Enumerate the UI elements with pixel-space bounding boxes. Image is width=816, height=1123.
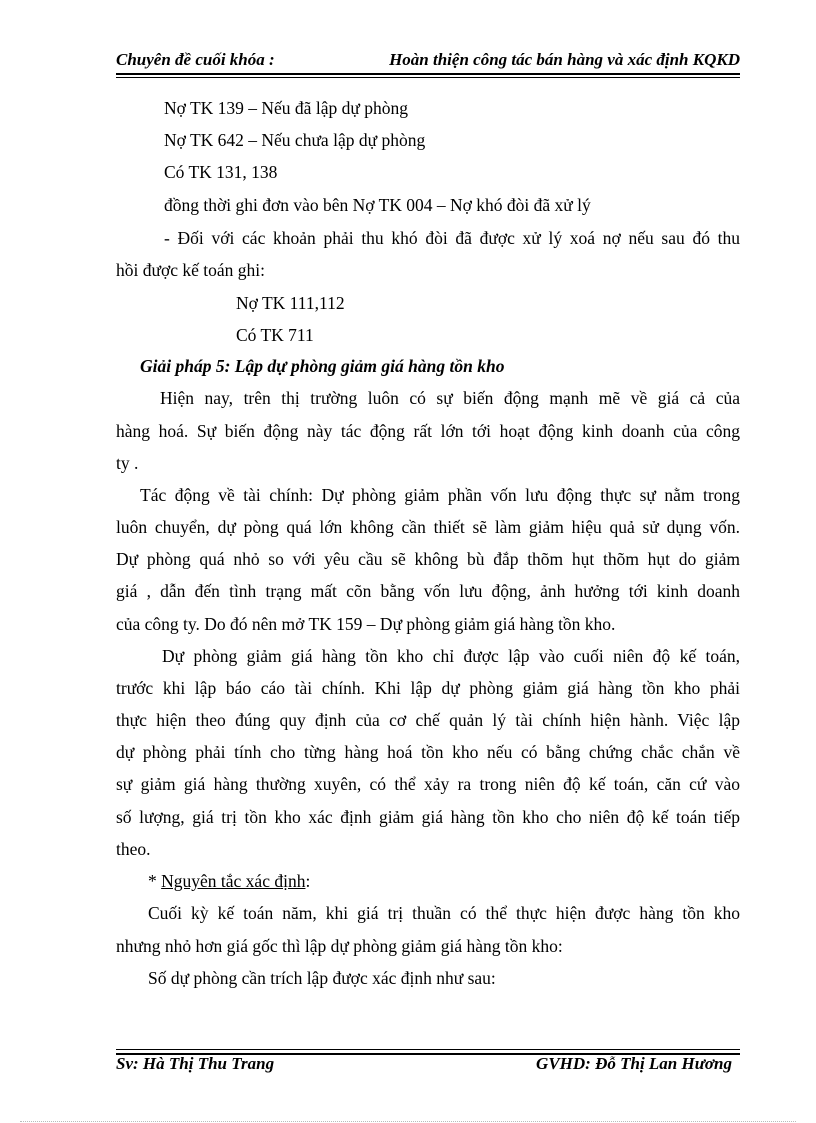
para3-line3: thực hiện theo đúng quy định của cơ chế quản lý tài chính hiện hành. Việc lập [116, 710, 740, 730]
principle-prefix: * [148, 871, 162, 891]
para3-line7: theo. [116, 839, 151, 859]
principle-suffix: : [305, 871, 311, 891]
para2-line5: của công ty. Do đó nên mở TK 159 – Dự phòng giảm giá hàng tồn kho. [116, 614, 616, 634]
para2-line2: luôn chuyển, dự pòng quá lớn không cần thiết sẽ làm giảm hiệu quả sử dụng vốn. [116, 517, 740, 537]
footer-supervisor: GVHD: Đỗ Thị Lan Hương [536, 1054, 732, 1073]
para1-line1: Hiện nay, trên thị trường luôn có sự biến động mạnh mẽ về giá cả của [160, 388, 740, 408]
page-header [116, 50, 740, 72]
entry-debit-139: Nợ TK 139 – Nếu đã lập dự phòng [164, 98, 408, 118]
para4-line1: Cuối kỳ kế toán năm, khi giá trị thuần có thể thực hiện được hàng tồn kho [148, 903, 740, 923]
section-heading: Giải pháp 5: Lập dự phòng giảm giá hàng tồn kho [140, 356, 505, 376]
para2-line3: Dự phòng quá nhỏ so với yêu cầu sẽ không bù đắp thõm hụt thõm hụt do giảm [116, 549, 740, 569]
principle-label: Nguyên tắc xác định [161, 871, 306, 891]
para2-line1: Tác động về tài chính: Dự phòng giảm phần vốn lưu động thực sự nằm trong [140, 485, 740, 505]
entry-credit-711: Có TK 711 [236, 325, 314, 345]
para2-line4: giá , dẫn đến tình trạng mất cõn bằng vốn lưu động, ảnh hưởng tới kinh doanh [116, 581, 740, 601]
header-rule-thin [116, 77, 740, 78]
entry-credit-131: Có TK 131, 138 [164, 162, 278, 182]
header-right: Hoàn thiện công tác bán hàng và xác định KQKD [389, 50, 740, 69]
principle-heading [148, 870, 310, 892]
page-footer [116, 1054, 740, 1076]
entry-debit-642: Nợ TK 642 – Nếu chưa lập dự phòng [164, 130, 426, 150]
page-edge-dotted [20, 1121, 796, 1122]
footer-rule-thin [116, 1049, 740, 1050]
para1-line2: hàng hoá. Sự biến động này tác động rất lớn tới hoạt động kinh doanh của công [116, 421, 740, 441]
para3-line6: số lượng, giá trị tồn kho xác định giảm giá hàng tồn kho cho niên độ kế toán tiếp [116, 807, 740, 827]
para3-line4: dự phòng phải tính cho từng hàng hoá tồn kho nếu có bằng chứng chắc chắn về [116, 742, 740, 762]
para3-line2: trước khi lập báo cáo tài chính. Khi lập dự phòng giảm giá hàng tồn kho phải [116, 678, 740, 698]
entry-note-004: đồng thời ghi đơn vào bên Nợ TK 004 – Nợ khó đòi đã xử lý [164, 195, 591, 215]
header-rule [116, 73, 740, 75]
footer-student: Sv: Hà Thị Thu Trang [116, 1054, 275, 1073]
para5-line1: Số dự phòng cần trích lập được xác định như sau: [148, 968, 496, 988]
para-recovery-line1: - Đối với các khoản phải thu khó đòi đã được xử lý xoá nợ nếu sau đó thu [164, 228, 740, 248]
para3-line1: Dự phòng giảm giá hàng tồn kho chỉ được lập vào cuối niên độ kế toán, [162, 646, 740, 666]
para3-line5: sự giảm giá hàng thường xuyên, có thể xảy ra trong niên độ kế toán, căn cứ vào [116, 774, 740, 794]
para1-line3: ty . [116, 453, 139, 473]
para-recovery-line2: hồi được kế toán ghi: [116, 260, 265, 280]
para4-line2: nhưng nhỏ hơn giá gốc thì lập dự phòng giảm giá hàng tồn kho: [116, 936, 563, 956]
header-left: Chuyên đề cuối khóa : [116, 50, 275, 69]
entry-debit-111: Nợ TK 111,112 [236, 293, 345, 313]
